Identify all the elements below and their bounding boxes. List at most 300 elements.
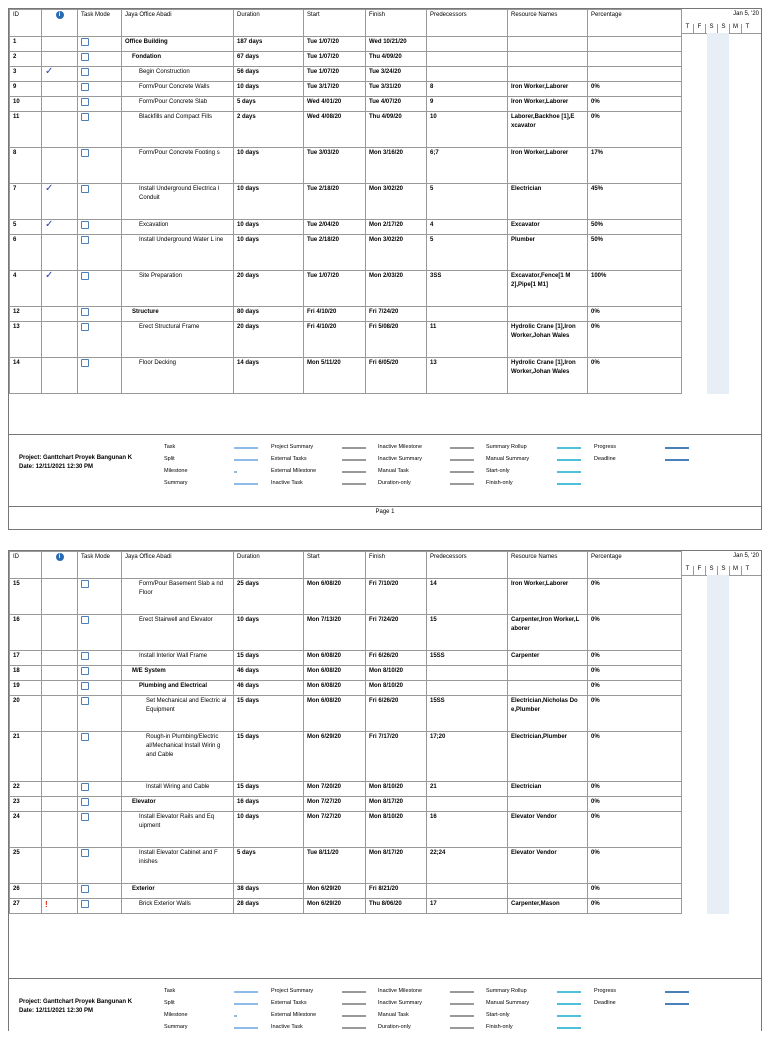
task-predecessors[interactable]: 14 bbox=[427, 579, 508, 615]
task-duration[interactable]: 20 days bbox=[234, 322, 304, 358]
task-finish[interactable]: Thu 8/06/20 bbox=[366, 899, 427, 914]
task-percentage[interactable]: 0% bbox=[588, 732, 682, 782]
task-duration[interactable]: 80 days bbox=[234, 307, 304, 322]
task-percentage[interactable]: 0% bbox=[588, 812, 682, 848]
task-finish[interactable]: Tue 3/24/20 bbox=[366, 67, 427, 82]
task-start[interactable]: Mon 6/08/20 bbox=[304, 681, 366, 696]
task-predecessors[interactable] bbox=[427, 67, 508, 82]
col-header-label: Finish bbox=[369, 12, 386, 18]
task-duration[interactable]: 38 days bbox=[234, 884, 304, 899]
task-finish[interactable]: Thu 4/09/20 bbox=[366, 52, 427, 67]
task-name[interactable]: Erect Structural Frame bbox=[122, 322, 234, 358]
task-mode-cell[interactable] bbox=[78, 358, 122, 394]
col-header-start[interactable] bbox=[304, 10, 366, 37]
task-duration[interactable]: 15 days bbox=[234, 732, 304, 782]
col-header-label: Task Mode bbox=[81, 554, 111, 560]
task-name[interactable]: Plumbing and Electrical bbox=[122, 681, 234, 696]
task-mode-cell[interactable] bbox=[78, 848, 122, 884]
task-predecessors[interactable]: 6;7 bbox=[427, 148, 508, 184]
task-name[interactable]: Set Mechanical and Electric al Equipment bbox=[122, 696, 234, 732]
task-finish[interactable]: Mon 8/10/20 bbox=[366, 782, 427, 797]
task-duration[interactable]: 67 days bbox=[234, 52, 304, 67]
legend-item: Inactive Summary bbox=[378, 1000, 423, 1006]
table-row[interactable] bbox=[10, 82, 682, 97]
task-predecessors[interactable]: 22;24 bbox=[427, 848, 508, 884]
legend-item: Duration-only bbox=[378, 480, 411, 486]
table-row[interactable] bbox=[10, 696, 682, 732]
task-resources[interactable]: Iron Worker,Laborer bbox=[508, 579, 588, 615]
task-name[interactable]: M/E System bbox=[122, 666, 234, 681]
auto-schedule-icon bbox=[81, 798, 89, 806]
task-resources[interactable] bbox=[508, 52, 588, 67]
task-resources[interactable]: Elevator Vendor bbox=[508, 812, 588, 848]
task-start[interactable]: Mon 7/20/20 bbox=[304, 782, 366, 797]
task-predecessors[interactable] bbox=[427, 307, 508, 322]
col-header-finish[interactable] bbox=[366, 10, 427, 37]
task-start[interactable]: Mon 6/29/20 bbox=[304, 884, 366, 899]
table-row[interactable] bbox=[10, 97, 682, 112]
task-finish[interactable]: Mon 8/17/20 bbox=[366, 848, 427, 884]
task-mode-cell[interactable] bbox=[78, 97, 122, 112]
task-name[interactable]: Install Elevator Rails and Eq uipment bbox=[122, 812, 234, 848]
col-header-percentage[interactable] bbox=[588, 10, 682, 37]
task-finish[interactable]: Fri 7/10/20 bbox=[366, 579, 427, 615]
table-row[interactable] bbox=[10, 271, 682, 307]
task-mode-cell[interactable] bbox=[78, 666, 122, 681]
task-predecessors[interactable]: 10 bbox=[427, 112, 508, 148]
task-resources[interactable]: Excavator bbox=[508, 220, 588, 235]
task-mode-cell[interactable] bbox=[78, 184, 122, 220]
task-percentage[interactable]: 0% bbox=[588, 848, 682, 884]
task-duration[interactable]: 25 days bbox=[234, 579, 304, 615]
task-resources[interactable]: Laborer,Backhoe [1],E xcavator bbox=[508, 112, 588, 148]
task-mode-cell[interactable] bbox=[78, 112, 122, 148]
task-name[interactable]: Erect Stairwell and Elevator bbox=[122, 615, 234, 651]
task-duration[interactable]: 20 days bbox=[234, 271, 304, 307]
task-duration[interactable]: 10 days bbox=[234, 812, 304, 848]
task-duration[interactable]: 46 days bbox=[234, 681, 304, 696]
col-header-task_mode[interactable] bbox=[78, 552, 122, 579]
project-date: Date: 12/11/2021 12:30 PM bbox=[19, 464, 94, 470]
table-row[interactable] bbox=[10, 67, 682, 82]
task-start[interactable]: Mon 7/27/20 bbox=[304, 812, 366, 848]
task-duration[interactable]: 10 days bbox=[234, 82, 304, 97]
legend-swatch bbox=[450, 459, 474, 461]
task-mode-cell[interactable] bbox=[78, 797, 122, 812]
table-row[interactable] bbox=[10, 681, 682, 696]
task-percentage[interactable]: 0% bbox=[588, 82, 682, 97]
task-predecessors[interactable]: 15SS bbox=[427, 696, 508, 732]
task-finish[interactable]: Fri 6/26/20 bbox=[366, 651, 427, 666]
task-start[interactable]: Tue 2/18/20 bbox=[304, 184, 366, 220]
task-duration[interactable]: 14 days bbox=[234, 358, 304, 394]
task-mode-cell[interactable] bbox=[78, 812, 122, 848]
task-predecessors[interactable] bbox=[427, 37, 508, 52]
task-name[interactable]: Brick Exterior Walls bbox=[122, 899, 234, 914]
task-mode-cell[interactable] bbox=[78, 148, 122, 184]
task-finish[interactable]: Fri 6/05/20 bbox=[366, 358, 427, 394]
task-resources[interactable] bbox=[508, 67, 588, 82]
task-predecessors[interactable] bbox=[427, 666, 508, 681]
indicator-cell bbox=[42, 67, 78, 82]
task-percentage[interactable]: 17% bbox=[588, 148, 682, 184]
task-mode-cell[interactable] bbox=[78, 322, 122, 358]
task-finish[interactable]: Fri 7/17/20 bbox=[366, 732, 427, 782]
task-start[interactable]: Wed 4/08/20 bbox=[304, 112, 366, 148]
task-mode-cell[interactable] bbox=[78, 681, 122, 696]
task-start[interactable]: Tue 8/11/20 bbox=[304, 848, 366, 884]
task-start[interactable]: Mon 7/27/20 bbox=[304, 797, 366, 812]
task-resources[interactable]: Iron Worker,Laborer bbox=[508, 148, 588, 184]
task-predecessors[interactable]: 16 bbox=[427, 812, 508, 848]
task-start[interactable]: Tue 1/07/20 bbox=[304, 67, 366, 82]
task-name[interactable]: Exterior bbox=[122, 884, 234, 899]
task-name[interactable]: Install Wiring and Cable bbox=[122, 782, 234, 797]
task-finish[interactable]: Mon 2/17/20 bbox=[366, 220, 427, 235]
table-row[interactable] bbox=[10, 615, 682, 651]
task-percentage[interactable]: 50% bbox=[588, 220, 682, 235]
task-id: 3 bbox=[10, 67, 42, 82]
task-predecessors[interactable] bbox=[427, 52, 508, 67]
task-name[interactable]: Excavation bbox=[122, 220, 234, 235]
task-percentage[interactable]: 0% bbox=[588, 615, 682, 651]
task-predecessors[interactable]: 15SS bbox=[427, 651, 508, 666]
table-row[interactable] bbox=[10, 651, 682, 666]
task-resources[interactable]: Carpenter,Mason bbox=[508, 899, 588, 914]
task-percentage[interactable]: 0% bbox=[588, 666, 682, 681]
task-predecessors[interactable] bbox=[427, 681, 508, 696]
col-header-task_mode[interactable] bbox=[78, 10, 122, 37]
task-resources[interactable] bbox=[508, 37, 588, 52]
task-name[interactable]: Install Interior Wall Frame bbox=[122, 651, 234, 666]
task-duration[interactable]: 10 days bbox=[234, 184, 304, 220]
task-start[interactable]: Fri 4/10/20 bbox=[304, 307, 366, 322]
legend-item: Manual Summary bbox=[486, 456, 530, 462]
task-finish[interactable]: Mon 8/10/20 bbox=[366, 812, 427, 848]
task-resources[interactable]: Hydrolic Crane [1],Iron Worker,Johan Wales bbox=[508, 358, 588, 394]
task-mode-cell[interactable] bbox=[78, 899, 122, 914]
task-duration[interactable]: 15 days bbox=[234, 782, 304, 797]
task-name[interactable]: Form/Pour Concrete Walls bbox=[122, 82, 234, 97]
task-resources[interactable] bbox=[508, 666, 588, 681]
task-percentage[interactable] bbox=[588, 52, 682, 67]
col-header-label: Percentage bbox=[591, 12, 622, 18]
task-percentage[interactable]: 0% bbox=[588, 307, 682, 322]
task-duration[interactable]: 10 days bbox=[234, 148, 304, 184]
task-finish[interactable]: Mon 3/16/20 bbox=[366, 148, 427, 184]
task-predecessors[interactable]: 13 bbox=[427, 358, 508, 394]
task-percentage[interactable]: 0% bbox=[588, 97, 682, 112]
task-resources[interactable]: Iron Worker,Laborer bbox=[508, 97, 588, 112]
task-name[interactable]: Install Underground Electrica l Conduit bbox=[122, 184, 234, 220]
task-duration[interactable]: 2 days bbox=[234, 112, 304, 148]
col-header-info[interactable] bbox=[42, 10, 78, 37]
legend-swatch bbox=[234, 471, 237, 473]
gantt-day-label: F bbox=[693, 566, 705, 575]
task-mode-cell[interactable] bbox=[78, 37, 122, 52]
legend-item: Inactive Summary bbox=[378, 456, 423, 462]
task-id: 12 bbox=[10, 307, 42, 322]
table-row[interactable] bbox=[10, 797, 682, 812]
warning-icon: ! bbox=[45, 900, 48, 909]
table-row[interactable] bbox=[10, 148, 682, 184]
task-predecessors[interactable]: 8 bbox=[427, 82, 508, 97]
task-resources[interactable] bbox=[508, 307, 588, 322]
task-name[interactable]: Install Underground Water L ine bbox=[122, 235, 234, 271]
task-resources[interactable]: Carpenter,Iron Worker,L aborer bbox=[508, 615, 588, 651]
task-mode-cell[interactable] bbox=[78, 782, 122, 797]
col-header-label: Predecessors bbox=[430, 12, 467, 18]
task-id: 21 bbox=[10, 732, 42, 782]
task-duration[interactable]: 46 days bbox=[234, 666, 304, 681]
task-start[interactable]: Tue 2/04/20 bbox=[304, 220, 366, 235]
task-percentage[interactable]: 50% bbox=[588, 235, 682, 271]
auto-schedule-icon bbox=[81, 149, 89, 157]
gantt-day-label: T bbox=[741, 566, 753, 575]
table-row[interactable] bbox=[10, 666, 682, 681]
task-predecessors[interactable]: 17;20 bbox=[427, 732, 508, 782]
task-start[interactable]: Mon 6/29/20 bbox=[304, 732, 366, 782]
task-resources[interactable]: Hydrolic Crane [1],Iron Worker,Johan Wales bbox=[508, 322, 588, 358]
task-mode-cell[interactable] bbox=[78, 235, 122, 271]
task-finish[interactable]: Tue 4/07/20 bbox=[366, 97, 427, 112]
task-percentage[interactable]: 0% bbox=[588, 322, 682, 358]
task-percentage[interactable]: 0% bbox=[588, 797, 682, 812]
table-row[interactable] bbox=[10, 235, 682, 271]
task-finish[interactable]: Wed 10/21/20 bbox=[366, 37, 427, 52]
task-resources[interactable]: Electrician bbox=[508, 782, 588, 797]
task-finish[interactable]: Mon 8/10/20 bbox=[366, 681, 427, 696]
task-percentage[interactable] bbox=[588, 67, 682, 82]
task-duration[interactable]: 28 days bbox=[234, 899, 304, 914]
task-name[interactable]: Site Preparation bbox=[122, 271, 234, 307]
task-resources[interactable] bbox=[508, 884, 588, 899]
auto-schedule-icon bbox=[81, 83, 89, 91]
task-finish[interactable]: Mon 2/03/20 bbox=[366, 271, 427, 307]
task-percentage[interactable]: 0% bbox=[588, 884, 682, 899]
task-start[interactable]: Fri 4/10/20 bbox=[304, 322, 366, 358]
legend-swatch bbox=[234, 991, 258, 993]
task-name[interactable]: Form/Pour Concrete Footing s bbox=[122, 148, 234, 184]
task-name[interactable]: Begin Construction bbox=[122, 67, 234, 82]
col-header-duration[interactable] bbox=[234, 10, 304, 37]
task-percentage[interactable]: 0% bbox=[588, 112, 682, 148]
task-percentage[interactable]: 0% bbox=[588, 782, 682, 797]
task-percentage[interactable]: 100% bbox=[588, 271, 682, 307]
col-header-name[interactable] bbox=[122, 10, 234, 37]
legend-swatch bbox=[342, 459, 366, 461]
task-mode-cell[interactable] bbox=[78, 651, 122, 666]
task-predecessors[interactable]: 3SS bbox=[427, 271, 508, 307]
task-percentage[interactable]: 0% bbox=[588, 681, 682, 696]
auto-schedule-icon bbox=[81, 783, 89, 791]
task-name[interactable]: Structure bbox=[122, 307, 234, 322]
task-mode-cell[interactable] bbox=[78, 220, 122, 235]
indicator-cell bbox=[42, 97, 78, 112]
task-mode-cell[interactable] bbox=[78, 82, 122, 97]
table-row[interactable] bbox=[10, 307, 682, 322]
task-name[interactable]: Rough-in Plumbing/Electric al/Mechanical Install Wirin g and Cable bbox=[122, 732, 234, 782]
task-duration[interactable]: 5 days bbox=[234, 97, 304, 112]
col-header-start[interactable] bbox=[304, 552, 366, 579]
table-row[interactable] bbox=[10, 782, 682, 797]
task-finish[interactable]: Mon 3/02/20 bbox=[366, 184, 427, 220]
gantt-days bbox=[681, 566, 761, 575]
col-header-finish[interactable] bbox=[366, 552, 427, 579]
table-row[interactable] bbox=[10, 884, 682, 899]
task-name[interactable]: Floor Decking bbox=[122, 358, 234, 394]
task-finish[interactable]: Fri 7/24/20 bbox=[366, 615, 427, 651]
task-duration[interactable]: 56 days bbox=[234, 67, 304, 82]
task-resources[interactable]: Excavator,Fence[1 M 2],Pipe[1 M1] bbox=[508, 271, 588, 307]
table-row[interactable] bbox=[10, 579, 682, 615]
task-mode-cell[interactable] bbox=[78, 307, 122, 322]
task-finish[interactable]: Thu 4/09/20 bbox=[366, 112, 427, 148]
task-start[interactable]: Mon 6/08/20 bbox=[304, 696, 366, 732]
task-predecessors[interactable]: 17 bbox=[427, 899, 508, 914]
task-resources[interactable]: Iron Worker,Laborer bbox=[508, 82, 588, 97]
task-predecessors[interactable]: 11 bbox=[427, 322, 508, 358]
task-finish[interactable]: Fri 6/26/20 bbox=[366, 696, 427, 732]
task-mode-cell[interactable] bbox=[78, 67, 122, 82]
task-name[interactable]: Install Elevator Cabinet and F inishes bbox=[122, 848, 234, 884]
task-mode-cell[interactable] bbox=[78, 884, 122, 899]
task-duration[interactable]: 16 days bbox=[234, 797, 304, 812]
task-finish[interactable]: Fri 5/08/20 bbox=[366, 322, 427, 358]
table-row[interactable] bbox=[10, 848, 682, 884]
task-start[interactable]: Tue 1/07/20 bbox=[304, 271, 366, 307]
task-resources[interactable]: Plumber bbox=[508, 235, 588, 271]
col-header-resources[interactable] bbox=[508, 10, 588, 37]
col-header-predecessors[interactable] bbox=[427, 552, 508, 579]
task-start[interactable]: Wed 4/01/20 bbox=[304, 97, 366, 112]
task-percentage[interactable]: 0% bbox=[588, 651, 682, 666]
task-predecessors[interactable]: 21 bbox=[427, 782, 508, 797]
task-finish[interactable]: Fri 7/24/20 bbox=[366, 307, 427, 322]
task-predecessors[interactable] bbox=[427, 884, 508, 899]
task-mode-cell[interactable] bbox=[78, 696, 122, 732]
task-percentage[interactable]: 0% bbox=[588, 696, 682, 732]
task-duration[interactable]: 5 days bbox=[234, 848, 304, 884]
task-id: 25 bbox=[10, 848, 42, 884]
task-duration[interactable]: 15 days bbox=[234, 651, 304, 666]
legend-item: Milestone bbox=[164, 468, 188, 474]
task-mode-cell[interactable] bbox=[78, 52, 122, 67]
task-resources[interactable]: Electrician,Plumber bbox=[508, 732, 588, 782]
task-start[interactable]: Tue 3/03/20 bbox=[304, 148, 366, 184]
table-row[interactable] bbox=[10, 322, 682, 358]
legend-item: External Milestone bbox=[271, 468, 317, 474]
task-mode-cell[interactable] bbox=[78, 271, 122, 307]
task-duration[interactable]: 15 days bbox=[234, 696, 304, 732]
task-duration[interactable]: 10 days bbox=[234, 615, 304, 651]
table-row[interactable] bbox=[10, 112, 682, 148]
task-start[interactable]: Mon 6/29/20 bbox=[304, 899, 366, 914]
task-finish[interactable]: Tue 3/31/20 bbox=[366, 82, 427, 97]
task-predecessors[interactable]: 9 bbox=[427, 97, 508, 112]
task-mode-cell[interactable] bbox=[78, 732, 122, 782]
table-row[interactable] bbox=[10, 899, 682, 914]
task-percentage[interactable]: 0% bbox=[588, 579, 682, 615]
task-resources[interactable]: Elevator Vendor bbox=[508, 848, 588, 884]
task-finish[interactable]: Fri 8/21/20 bbox=[366, 884, 427, 899]
task-predecessors[interactable]: 15 bbox=[427, 615, 508, 651]
col-header-id[interactable] bbox=[10, 552, 42, 579]
task-id: 22 bbox=[10, 782, 42, 797]
table-row[interactable] bbox=[10, 52, 682, 67]
legend-swatch bbox=[450, 447, 474, 449]
task-duration[interactable]: 10 days bbox=[234, 235, 304, 271]
gantt-day-label: S bbox=[705, 566, 717, 575]
legend-item: Deadline bbox=[594, 1000, 616, 1006]
task-name[interactable]: Fondation bbox=[122, 52, 234, 67]
task-finish[interactable]: Mon 8/17/20 bbox=[366, 797, 427, 812]
task-start[interactable]: Tue 2/18/20 bbox=[304, 235, 366, 271]
table-row[interactable] bbox=[10, 358, 682, 394]
task-name[interactable]: Office Building bbox=[122, 37, 234, 52]
col-header-resources[interactable] bbox=[508, 552, 588, 579]
table-row[interactable] bbox=[10, 220, 682, 235]
task-start[interactable]: Mon 6/08/20 bbox=[304, 579, 366, 615]
table-row[interactable] bbox=[10, 812, 682, 848]
task-resources[interactable]: Electrician,Nicholas Do e,Plumber bbox=[508, 696, 588, 732]
task-duration[interactable]: 187 days bbox=[234, 37, 304, 52]
col-header-predecessors[interactable] bbox=[427, 10, 508, 37]
task-percentage[interactable]: 0% bbox=[588, 899, 682, 914]
task-predecessors[interactable] bbox=[427, 797, 508, 812]
task-name[interactable]: Form/Pour Concrete Slab bbox=[122, 97, 234, 112]
task-mode-cell[interactable] bbox=[78, 615, 122, 651]
task-start[interactable]: Mon 5/11/20 bbox=[304, 358, 366, 394]
task-start[interactable]: Tue 1/07/20 bbox=[304, 37, 366, 52]
task-start[interactable]: Mon 6/08/20 bbox=[304, 666, 366, 681]
col-header-name[interactable] bbox=[122, 552, 234, 579]
table-row[interactable] bbox=[10, 732, 682, 782]
task-resources[interactable]: Carpenter bbox=[508, 651, 588, 666]
task-predecessors[interactable]: 5 bbox=[427, 184, 508, 220]
task-duration[interactable]: 10 days bbox=[234, 220, 304, 235]
task-finish[interactable]: Mon 8/10/20 bbox=[366, 666, 427, 681]
task-finish[interactable]: Mon 3/02/20 bbox=[366, 235, 427, 271]
task-id: 15 bbox=[10, 579, 42, 615]
task-predecessors[interactable]: 4 bbox=[427, 220, 508, 235]
task-resources[interactable]: Electrician bbox=[508, 184, 588, 220]
task-start[interactable]: Tue 1/07/20 bbox=[304, 52, 366, 67]
task-name[interactable]: Form/Pour Basement Slab a nd Floor bbox=[122, 579, 234, 615]
task-name[interactable]: Blackfills and Compact Fills bbox=[122, 112, 234, 148]
col-header-label: Jaya Office Abadi bbox=[125, 554, 172, 560]
task-percentage[interactable]: 45% bbox=[588, 184, 682, 220]
col-header-duration[interactable] bbox=[234, 552, 304, 579]
task-resources[interactable] bbox=[508, 797, 588, 812]
col-header-id[interactable] bbox=[10, 10, 42, 37]
col-header-percentage[interactable] bbox=[588, 552, 682, 579]
task-predecessors[interactable]: 5 bbox=[427, 235, 508, 271]
col-header-info[interactable] bbox=[42, 552, 78, 579]
task-percentage[interactable] bbox=[588, 37, 682, 52]
task-percentage[interactable]: 0% bbox=[588, 358, 682, 394]
task-start[interactable]: Mon 7/13/20 bbox=[304, 615, 366, 651]
task-start[interactable]: Tue 3/17/20 bbox=[304, 82, 366, 97]
task-mode-cell[interactable] bbox=[78, 579, 122, 615]
task-id: 16 bbox=[10, 615, 42, 651]
task-start[interactable]: Mon 6/08/20 bbox=[304, 651, 366, 666]
task-resources[interactable] bbox=[508, 681, 588, 696]
task-name[interactable]: Elevator bbox=[122, 797, 234, 812]
table-row[interactable] bbox=[10, 37, 682, 52]
table-row[interactable] bbox=[10, 184, 682, 220]
legend-swatch bbox=[234, 483, 258, 485]
